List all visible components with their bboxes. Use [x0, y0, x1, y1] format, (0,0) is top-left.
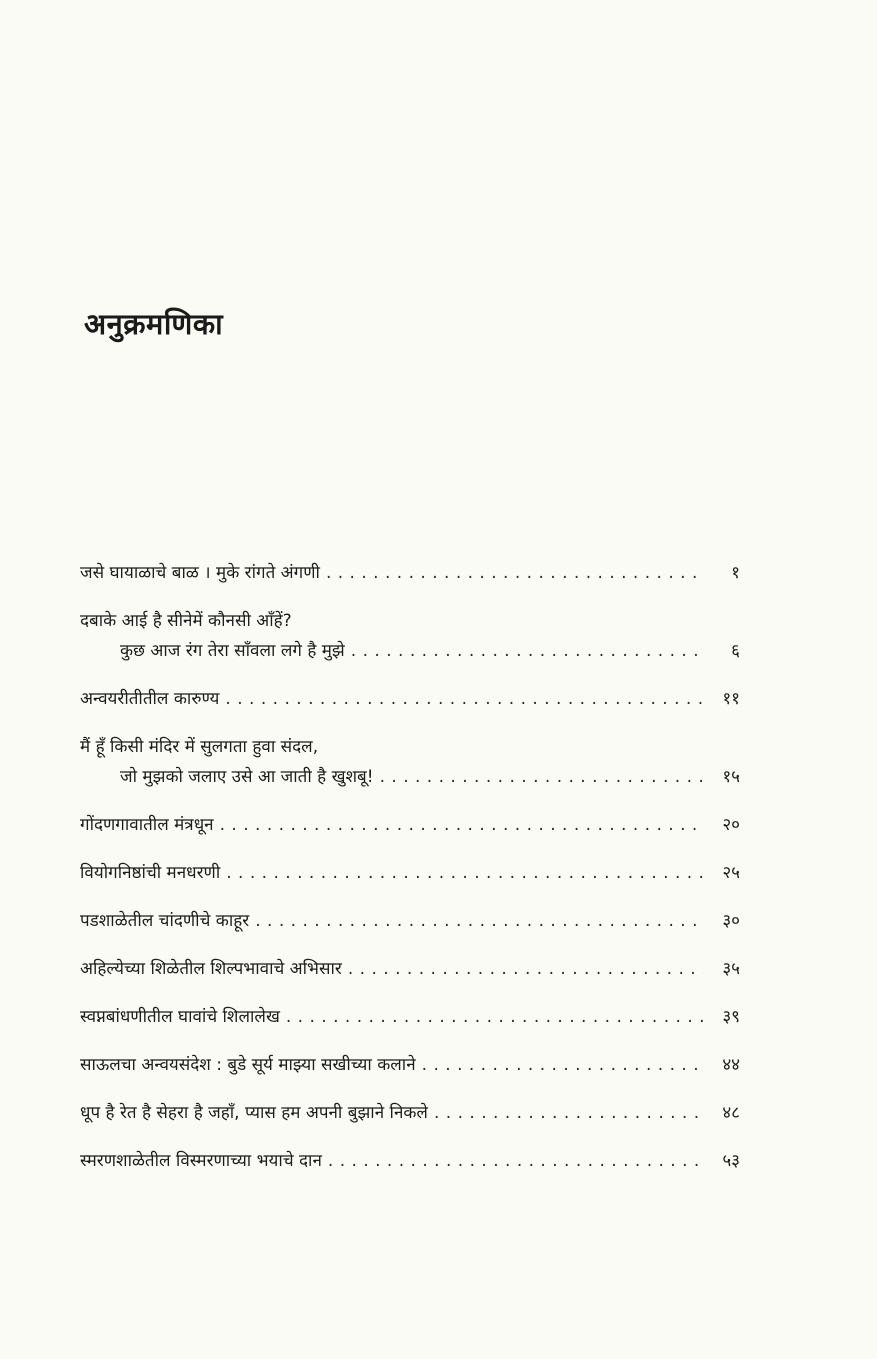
toc-page-number: ६ [731, 641, 740, 661]
toc-entry-title: पडशाळेतील चांदणीचे काहूर [80, 911, 250, 931]
toc-entry [80, 1146, 740, 1176]
toc-page-number: ४४ [722, 1055, 740, 1075]
toc-entry [80, 810, 740, 840]
toc-page-number: ४८ [722, 1103, 740, 1123]
page-title: अनुक्रमणिका [84, 307, 224, 341]
dot-leader [226, 858, 704, 888]
dot-leader [255, 906, 704, 936]
toc-entry [80, 732, 740, 792]
toc-entry-title: स्मरणशाळेतील विस्मरणाच्या भयाचे दान [80, 1151, 322, 1171]
toc-page-number: ५३ [722, 1151, 740, 1171]
toc-entry-title: वियोगनिष्ठांची मनधरणी [80, 863, 221, 883]
toc-entry [80, 606, 740, 666]
toc-entry-title-line: दबाके आई है सीनेमें कौनसी आँहें? [80, 611, 292, 631]
toc-page-number: ३९ [722, 1007, 740, 1027]
dot-leader [422, 1050, 704, 1080]
toc-page-number: १ [731, 563, 740, 583]
dot-leader [286, 1002, 704, 1032]
toc-entry-title-line: कुछ आज रंग तेरा साँवला लगे है मुझे [120, 641, 345, 661]
dot-leader [348, 954, 704, 984]
toc-page-number: २५ [722, 863, 740, 883]
dot-leader [328, 1146, 704, 1176]
dot-leader [351, 636, 704, 666]
dot-leader [380, 762, 704, 792]
dot-leader [434, 1098, 704, 1128]
toc-page-number: ३५ [722, 959, 740, 979]
toc-entry [80, 684, 740, 714]
toc-entry-title-line: जो मुझको जलाए उसे आ जाती है खुशबू! [120, 767, 374, 787]
toc-entry [80, 1098, 740, 1128]
toc-entry-title: जसे घायाळाचे बाळ । मुके रांगते अंगणी [80, 563, 320, 583]
toc-page-number: ३० [722, 911, 740, 931]
dot-leader [326, 558, 704, 588]
toc-page-number: २० [722, 815, 740, 835]
toc-entry-title: अन्वयरीतीतील कारुण्य [80, 689, 220, 709]
toc-entry [80, 858, 740, 888]
toc-entry-title: गोंदणगावातील मंत्रधून [80, 815, 214, 835]
toc-entry [80, 1050, 740, 1080]
dot-leader [220, 810, 704, 840]
toc-entry [80, 954, 740, 984]
toc-entry-title: साऊलचा अन्वयसंदेश : बुडे सूर्य माझ्या सखीच्या कलाने [80, 1055, 416, 1075]
toc-entry-title: अहिल्येच्या शिळेतील शिल्पभावाचे अभिसार [80, 959, 342, 979]
toc-page-number: १५ [722, 767, 740, 787]
table-of-contents [80, 558, 740, 1176]
toc-page-number: ११ [722, 689, 740, 709]
toc-entry-title-line: मैं हूँ किसी मंदिर में सुलगता हुवा संदल, [80, 737, 319, 757]
dot-leader [225, 684, 704, 714]
toc-entry-title: धूप है रेत है सेहरा है जहाँ, प्यास हम अपनी बुझाने निकले [80, 1103, 428, 1123]
toc-entry [80, 558, 740, 588]
toc-entry [80, 906, 740, 936]
toc-entry-title: स्वप्नबांधणीतील घावांचे शिलालेख [80, 1007, 280, 1027]
toc-entry [80, 1002, 740, 1032]
